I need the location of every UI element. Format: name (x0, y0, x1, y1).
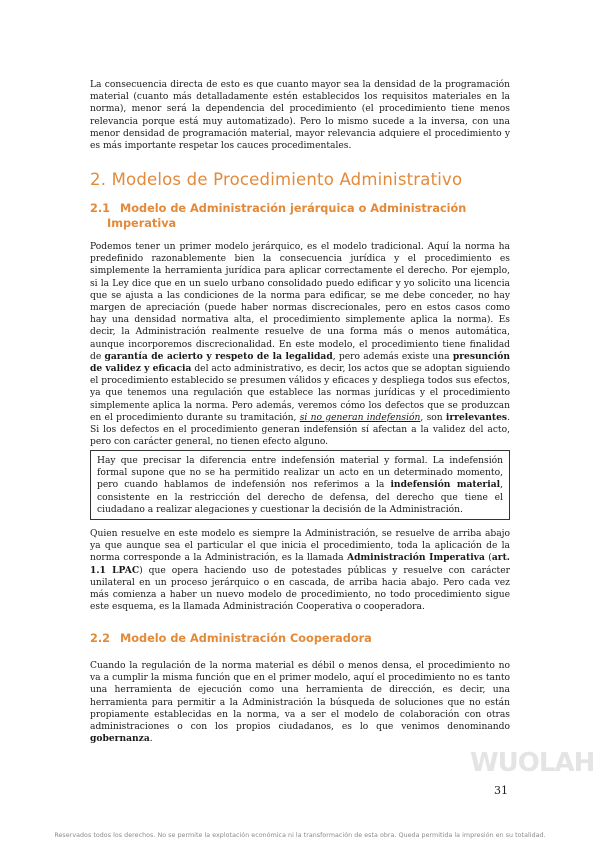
bold-text: indefensión material (390, 479, 501, 491)
subsection-heading-2-1 (90, 201, 510, 231)
subsection-title-line2: Imperativa (107, 217, 177, 230)
subsection-number: 2.1 (90, 202, 111, 215)
callout-text (97, 455, 503, 516)
callout-box (90, 450, 510, 520)
subsection-number: 2.2 (90, 632, 111, 645)
text-run: Hay que precisar la diferencia entre indefensión material y formal. La indefensión formal supone que no se ha permitido realizar un acto en un determinado momento, pero cuando hablamos de indefensión nos referimos a la (97, 456, 503, 491)
underlined-text: si no generan indefensión (299, 412, 421, 423)
text-run: ( (484, 553, 492, 564)
bold-text: Administración Imperativa (347, 552, 485, 564)
bold-text: garantía de acierto y respeto de la legalidad (104, 350, 333, 362)
paragraph-hierarchical-model (90, 241, 510, 448)
text-run: , son (420, 412, 446, 423)
intro-paragraph: La consecuencia directa de esto es que cuanto mayor sea la densidad de la programación material (cuanto más detalladamente estén establecidos los requisitos materiales en la norma), menor será la dependencia del procedimiento (el procedimiento tiene menos relevancia porque está muy automatizado). Pero lo mismo sucede a la inversa, con una menor densidad de programación material, mayor relevancia adquiere el procedimiento y es más importante respetar los cauces procedimentales. (90, 80, 510, 152)
section-heading: 2. Modelos de Procedimiento Administrativo (90, 170, 463, 189)
text-run: Cuando la regulación de la norma material es débil o menos densa, el procedimiento no va a cumplir la misma función que en el primer modelo, aquí el procedimiento no es tanto una herramienta de ejecución como una herramienta de dirección, es decir, una herramienta para permitir a la Administración la búsqueda de soluciones que no están propiamente establecidas en la norma, va a ser el modelo de colaboración con otras administraciones o con los propios ciudadanos, es lo que venimos denominando (90, 661, 510, 733)
subsection-title: Modelo de Administración Cooperadora (120, 632, 372, 645)
wuolah-watermark-logo: WUOLAH (470, 748, 595, 778)
bold-text: presunción de validez y eficacia (90, 350, 510, 375)
paragraph-imperative-administration (90, 528, 510, 613)
text-run: Podemos tener un primer modelo jerárquico, es el modelo tradicional. Aquí la norma ha predefinido razonablemente bien la consecuencia jurídica y el procedimiento es simplemente la herramienta jurídica para aplicar correctamente el derecho. Por ejemplo, si la Ley dice que en un suelo urbano consolidado puedo edificar y yo solicito una licencia que se ajusta a las condiciones de la norma para edificar, se me debe conceder, no hay margen de apreciación (puede haber normas discrecionales, pero en estos casos como hay una densidad normativa alta, el procedimiento simplemente aplica la norma). Es decir, la Administración realmente resuelve de una forma más o menos automática, aunque incorporemos discrecionalidad. En este modelo, el procedimiento tiene finalidad de (90, 242, 510, 362)
paragraph-cooperative-model (90, 660, 510, 745)
text-run: , consistente en la restricción del derecho de defensa, del derecho que tiene el ciudadano a realizar alegaciones y cuestionar la decisión de la Administración. (97, 480, 503, 515)
subsection-title-line1: Modelo de Administración jerárquica o Administración (120, 202, 467, 215)
bold-text: irrelevantes (445, 411, 508, 423)
text-run: , pero además existe una (332, 351, 453, 362)
page-number: 31 (494, 784, 508, 797)
text-run: del acto administrativo, es decir, los actos que se adoptan siguiendo el procedimiento establecido se presumen válidos y eficaces y despliega todos sus efectos, ya que tenemos una regulación que establece las normas jurídicas y el procedimiento simplemente aplica la norma. Pero además, veremos cómo los defectos que se produzcan en el procedimiento durante su tramitación, (90, 364, 510, 423)
text-run: . Si los defectos en el procedimiento generan indefensión sí afectan a la validez del acto, pero con carácter general, no tienen efecto alguno. (90, 412, 510, 448)
bold-text: gobernanza (90, 733, 150, 745)
text-run: ) que opera haciendo uso de potestades públicas y resuelve con carácter unilateral en un proceso jerárquico o en cascada, de arriba hacia abajo. Pero cada vez más comienza a haber un nuevo modelo de procedimiento, no todo procedimiento sigue este esquema, es la llamada Administración Cooperativa o cooperadora. (90, 565, 510, 613)
text-run: . (149, 734, 153, 745)
subsection-heading-2-2 (90, 631, 372, 646)
bold-text: art. 1.1 LPAC (90, 552, 510, 576)
text-run: Quien resuelve en este modelo es siempre la Administración, se resuelve de arriba abajo ya que aunque sea el particular el que inicia el procedimiento, toda la aplicación de la norma corresponde a la Administración, es la llamada (90, 529, 510, 564)
copyright-footer: Reservados todos los derechos. No se permite la explotación económica ni la transformación de esta obra. Queda permitida la impresión en su totalidad. (54, 832, 546, 839)
